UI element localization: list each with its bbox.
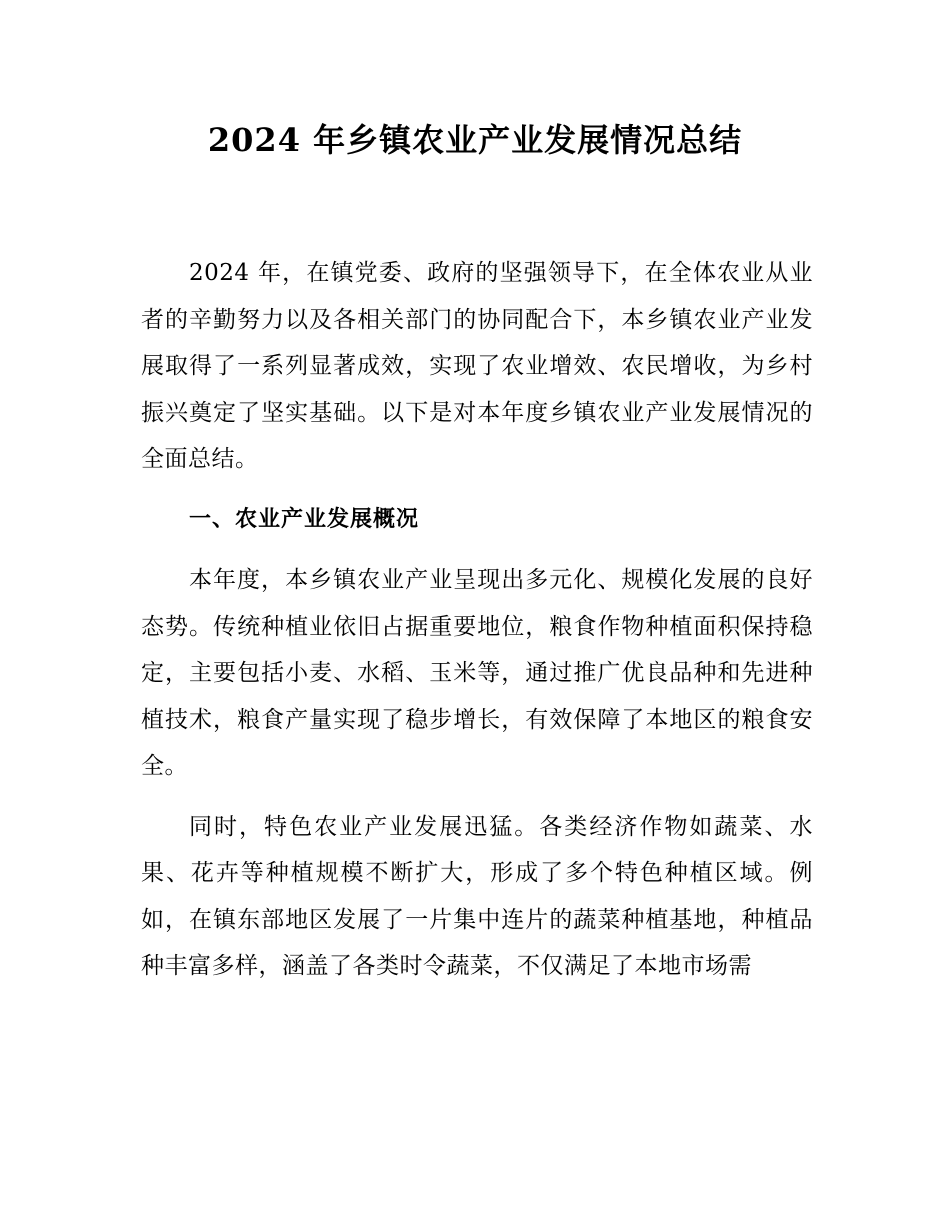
section1-paragraph-2: 同时，特色农业产业发展迅猛。各类经济作物如蔬菜、水果、花卉等种植规模不断扩大，形成了多个特色种植区域。例如，在镇东部地区发展了一片集中连片的蔬菜种植基地，种植品种丰富多样，涵盖了各类时令蔬菜，不仅满足了本地市场需 <box>141 813 813 979</box>
section1-paragraph-1: 本年度，本乡镇农业产业呈现出多元化、规模化发展的良好态势。传统种植业依旧占据重要地位，粮食作物种植面积保持稳定，主要包括小麦、水稻、玉米等，通过推广优良品种和先进种植技术，粮食产量实现了稳步增长，有效保障了本地区的粮食安全。 <box>141 567 813 779</box>
intro-paragraph: 2024 年，在镇党委、政府的坚强领导下，在全体农业从业者的辛勤努力以及各相关部门的协同配合下，本乡镇农业产业发展取得了一系列显著成效，实现了农业增效、农民增收，为乡村振兴奠定了坚实基础。以下是对本年度乡镇农业产业发展情况的全面总结。 <box>141 260 813 472</box>
document-body <box>141 250 813 1004</box>
section-heading-1: 一、农业产业发展概况 <box>189 506 420 532</box>
document-title: 2024 年乡镇农业产业发展情况总结 <box>207 121 743 159</box>
